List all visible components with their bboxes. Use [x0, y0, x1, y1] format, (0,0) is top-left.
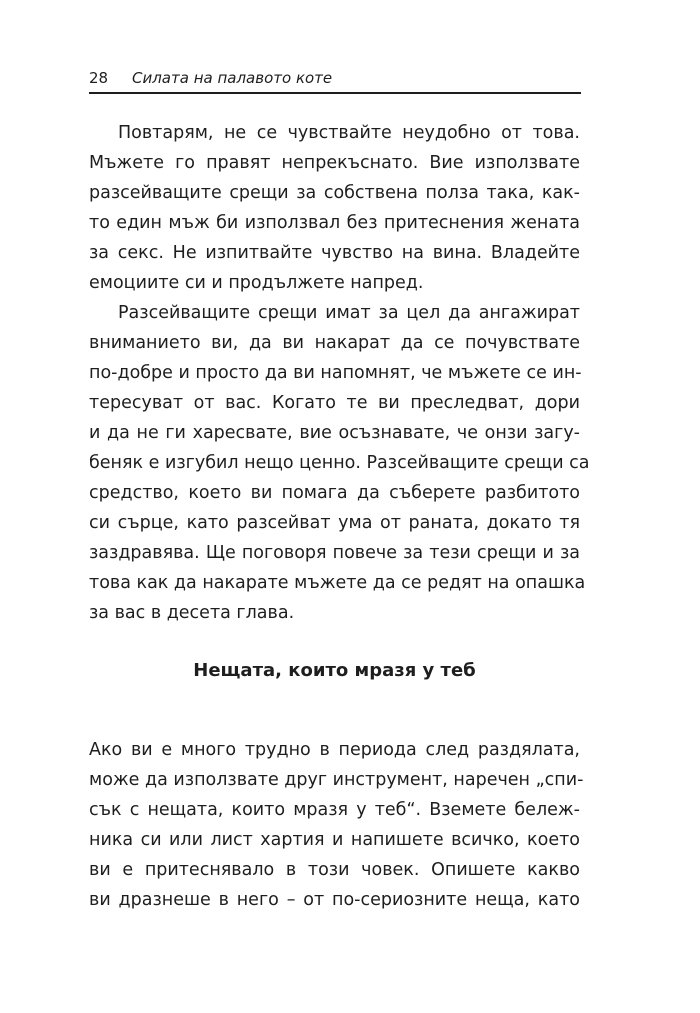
text-line: и да не ги харесвате, вие осъзнавате, че онзи загу- [89, 423, 580, 443]
text-line: беняк е изгубил нещо ценно. Разсейващите срещи са [89, 453, 590, 473]
header-rule [89, 92, 581, 94]
page-header [89, 66, 580, 92]
text-line: си сърце, като разсейват ума от раната, докато тя [89, 513, 580, 533]
text-line: Мъжете го правят непрекъснато. Вие използвате [89, 153, 580, 173]
running-title: Силата на палавото коте [132, 69, 333, 87]
section-heading: Нещата, които мразя у теб [193, 660, 476, 681]
text-line: вниманието ви, да ви накарат да се почувствате [89, 333, 580, 353]
text-line: средство, което ви помага да съберете разбитото [89, 483, 580, 503]
text-line: разсейващите срещи за собствена полза така, как- [89, 183, 580, 203]
text-line: Ако ви е много трудно в периода след раздялата, [89, 740, 580, 760]
text-line: емоциите си и продължете напред. [89, 273, 424, 293]
text-line: за секс. Не изпитвайте чувство на вина. Владейте [89, 243, 580, 263]
text-line: ника си или лист хартия и напишете всичко, което [89, 830, 580, 850]
text-line: тересуват от вас. Когато те ви преследват, дори [89, 393, 580, 413]
text-line: ви е притеснявало в този човек. Опишете какво [89, 860, 580, 880]
text-line: сък с нещата, които мразя у теб“. Вземете бележ- [89, 800, 580, 820]
text-line: ви дразнеше в него – от по-сериозните неща, като [89, 890, 580, 910]
text-line: заздравява. Ще поговоря повече за тези срещи и за [89, 543, 580, 563]
text-line: за вас в десета глава. [89, 603, 295, 623]
text-line: Повтарям, не се чувствайте неудобно от това. [118, 123, 580, 143]
page-number: 28 [89, 69, 109, 87]
text-line: то един мъж би използвал без притеснения жената [89, 213, 580, 233]
text-line: може да използвате друг инструмент, наречен „спи- [89, 770, 584, 790]
text-line: по-добре и просто да ви напомнят, че мъжете се ин- [89, 363, 582, 383]
text-line: Разсейващите срещи имат за цел да ангажират [118, 303, 580, 323]
text-line: това как да накарате мъжете да се редят на опашка [89, 573, 586, 593]
